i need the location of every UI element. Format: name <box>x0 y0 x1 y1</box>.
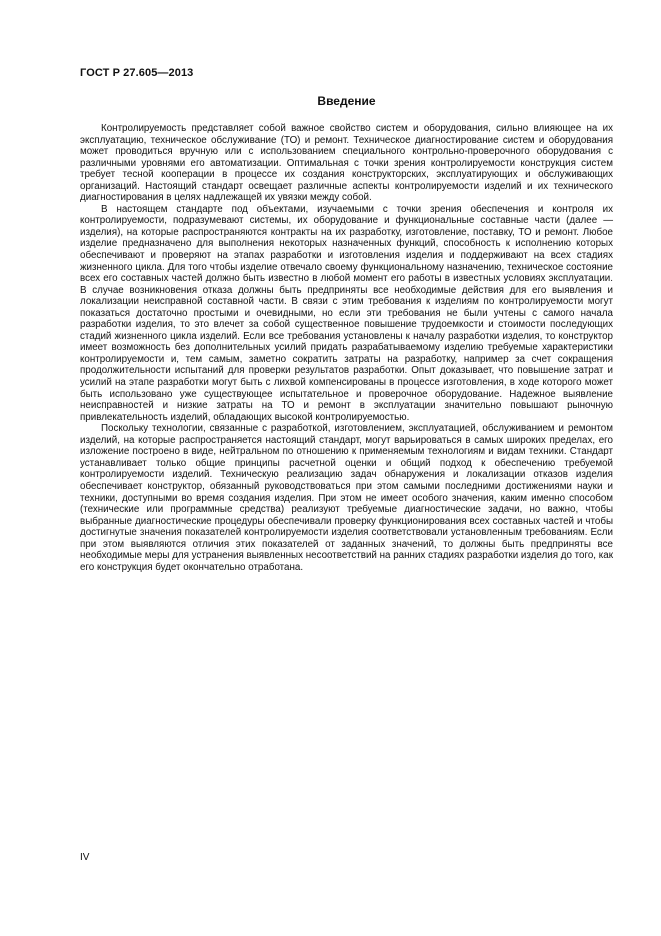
page-number: IV <box>80 852 90 863</box>
section-title: Введение <box>317 94 376 108</box>
paragraph: Поскольку технологии, связанные с разработкой, изготовлением, эксплуатацией, обслуживанием и ремонтом изделий, на которые распространяется настоящий стандарт, могут варьироваться в самых широких пределах, его изложение построено в виде, нейтральном по отношению к применяемым технологиям и видам техники. Стандарт устанавливает только общие принципы расчетной оценки и общий подход к обеспечению требуемой контролируемости изделий. Техническую реализацию задач обнаружения и локализации отказов изделия обеспечивает конструктор, обязанный руководствоваться при этом самыми последними достижениями науки и техники, доступными во время создания изделия. При этом не имеет особого значения, каким именно способом (технические или программные средства) реализуют требуемые диагностические задачи, но важно, чтобы выбранные диагностические процедуры обеспечивали проверку функционирования всех составных частей и чтобы достигнутые значения показателей контролируемости изделия соответствовали установленным требованиям. Если при этом выявляются отличия этих показателей от заданных значений, то должны быть предприняты все необходимые меры для устранения выявленных несоответствий на ранних стадиях разработки изделия до того, как его конструкция будет окончательно отработана. <box>80 423 613 573</box>
body-text <box>80 123 613 573</box>
document-code: ГОСТ Р 27.605—2013 <box>80 67 194 79</box>
paragraph: В настоящем стандарте под объектами, изучаемыми с точки зрения обеспечения и контроля их контролируемости, подразумевают системы, их оборудование и функциональные составные части (далее — изделия), на которые распространяются контракты на их разработку, изготовление, поставку, ТО и ремонт. Любое изделие предназначено для выполнения некоторых назначенных функций, способность к исполнению которых обеспечивают и проверяют на этапах разработки и изготовления изделия и поддерживают на всех стадиях жизненного цикла. Для того чтобы изделие отвечало своему функциональному назначению, техническое состояние всех его составных частей должно быть известно в любой момент его работы в известных условиях эксплуатации. В случае возникновения отказа должны быть предприняты все необходимые действия для его выявления и локализации неисправной составной части. В связи с этим требования к изделиям по контролируемости могут показаться достаточно простыми и очевидными, но если эти требования не были учтены с самого начала разработки изделия, то это влечет за собой существенное повышение трудоемкости и стоимости последующих стадий жизненного цикла изделий. Если все требования установлены к началу разработки изделия, то конструктор имеет возможность без дополнительных усилий придать разрабатываемому изделию требуемые характеристики контролируемости и, тем самым, заметно сократить затраты на разработку, например за счет сокращения продолжительности испытаний для проверки результатов разработки. Опыт доказывает, что повышение затрат и усилий на этапе разработки могут быть с лихвой компенсированы в процессе изготовления, в ходе которого может быть использовано уже существующее испытательное и проверочное оборудование. Надежное выявление неисправностей и низкие затраты на ТО и ремонт в эксплуатации значительно повышают рыночную привлекательность изделий, обладающих высокой контролируемостью. <box>80 203 613 423</box>
paragraph: Контролируемость представляет собой важное свойство систем и оборудования, сильно влияющее на их эксплуатацию, техническое обслуживание (ТО) и ремонт. Техническое диагностирование систем и оборудования может проводиться вручную или с использованием специального контрольно-проверочного оборудования с различными уровнями его автоматизации. Оптимальная с точки зрения контролируемости конструкция систем требует тесной кооперации в процессе их создания конструкторских, эксплуатирующих и обслуживающих организаций. Настоящий стандарт освещает различные аспекты контролируемости изделий и их технического диагностирования в целях надлежащей их увязки между собой. <box>80 123 613 204</box>
